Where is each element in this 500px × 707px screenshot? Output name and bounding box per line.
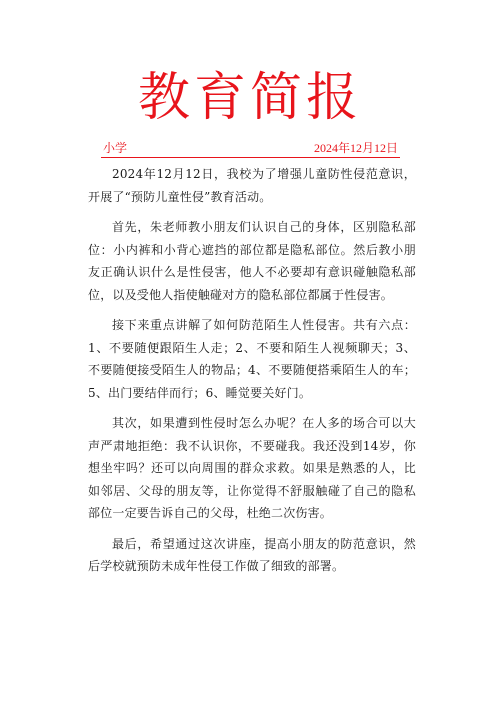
paragraph-intro: 2024年12月12日，我校为了增强儿童防性侵范意识，开展了“预防儿童性侵”教育活动。 <box>88 167 416 204</box>
paragraph-stranger-safety: 接下来重点讲解了如何防范陌生人性侵害。共有六点：1、不要随便跟陌生人走；2、不要和陌生人视频聊天；3、不要随便接受陌生人的物品；4、不要随便搭乘陌生人的车；5、出门要结伴而行；6、睡觉要关好门。 <box>88 318 416 400</box>
paragraph-conclusion: 最后，希望通过这次讲座，提高小朋友的防范意识，然后学校就预防未成年性侵工作做了细致的部署。 <box>88 536 416 573</box>
newsletter-title: 教育简报 <box>137 68 362 128</box>
issue-date: 2024年12月12日 <box>313 141 398 155</box>
masthead-divider <box>101 157 400 158</box>
article-body <box>88 163 416 586</box>
paragraph-response: 其次，如果遭到性侵时怎么办呢？在人多的场合可以大声严肃地拒绝：我不认识你，不要碰我。我还没到14岁，你想坐牢吗？还可以向周围的群众求救。如果是熟悉的人，比如邻居、父母的朋友等，让你觉得不舒服触碰了自己的隐私部位一定要告诉自己的父母，杜绝二次伤害。 <box>88 416 416 520</box>
masthead-meta <box>101 139 400 159</box>
school-name: 小学 <box>103 141 128 155</box>
paragraph-body-awareness: 首先，朱老师教小朋友们认识自己的身体，区别隐私部位：小内裤和小背心遮挡的部位都是隐私部位。然后教小朋友正确认识什么是性侵害，他人不必要却有意识碰触隐私部位，以及受他人指使触碰对方的隐私部位都属于性侵害。 <box>88 220 416 302</box>
